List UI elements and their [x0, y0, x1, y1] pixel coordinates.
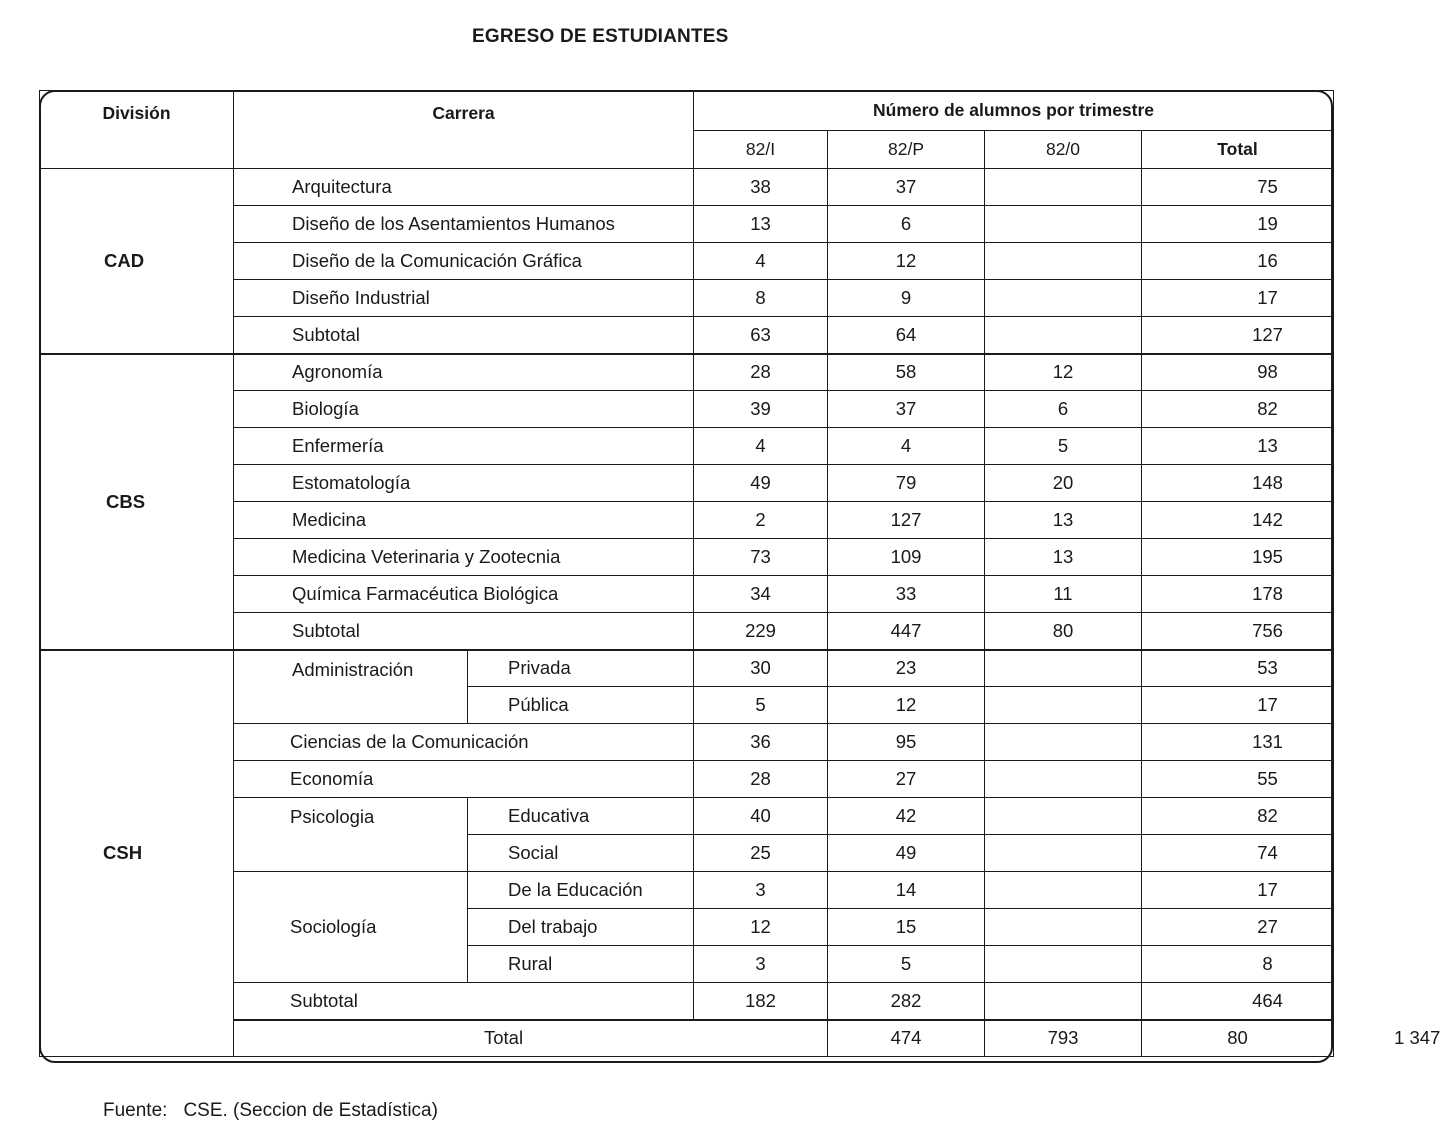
value-cell — [985, 317, 1142, 354]
value-cell: 25 — [694, 835, 828, 872]
carrera-cell: Diseño de la Comunicación Gráfica — [234, 243, 694, 280]
value-cell: 36 — [694, 724, 828, 761]
data-table-frame — [39, 90, 1440, 1063]
subcarrera-cell: Pública — [468, 687, 694, 724]
value-cell: 2 — [694, 502, 828, 539]
source-text: CSE. (Seccion de Estadística) — [183, 1100, 438, 1121]
carrera-cell: Estomatología — [234, 465, 694, 502]
value-cell: 64 — [828, 317, 985, 354]
value-cell — [985, 687, 1142, 724]
subcarrera-cell: Privada — [468, 650, 694, 687]
subcarrera-cell: Educativa — [468, 798, 694, 835]
value-cell — [985, 280, 1142, 317]
value-cell: 5 — [828, 946, 985, 983]
total-cell: 55 — [1142, 761, 1334, 798]
subcarrera-cell: Del trabajo — [468, 909, 694, 946]
total-cell: 27 — [1142, 909, 1334, 946]
value-cell — [985, 650, 1142, 687]
value-cell: 27 — [828, 761, 985, 798]
grand-total-label: Total — [234, 1020, 828, 1057]
value-cell: 20 — [985, 465, 1142, 502]
value-cell: 11 — [985, 576, 1142, 613]
carrera-cell: Biología — [234, 391, 694, 428]
value-cell: 80 — [1142, 1020, 1334, 1057]
total-cell: 53 — [1142, 650, 1334, 687]
table-row — [40, 576, 1334, 613]
table-row — [40, 761, 1334, 798]
source-label: Fuente: — [103, 1100, 168, 1121]
total-cell: 195 — [1142, 539, 1334, 576]
table-row — [40, 724, 1334, 761]
table-row — [40, 650, 1334, 687]
value-cell — [985, 909, 1142, 946]
subtotal-label: Subtotal — [234, 613, 694, 650]
carrera-cell: Administración — [234, 650, 468, 724]
table-row — [40, 391, 1334, 428]
value-cell: 34 — [694, 576, 828, 613]
value-cell: 33 — [828, 576, 985, 613]
value-cell: 49 — [694, 465, 828, 502]
value-cell: 28 — [694, 354, 828, 391]
value-cell: 28 — [694, 761, 828, 798]
value-cell: 12 — [828, 687, 985, 724]
value-cell: 4 — [694, 243, 828, 280]
division-cad: CAD — [40, 169, 234, 354]
subtotal-label: Subtotal — [234, 983, 694, 1020]
value-cell — [985, 724, 1142, 761]
value-cell: 14 — [828, 872, 985, 909]
value-cell — [985, 835, 1142, 872]
value-cell: 23 — [828, 650, 985, 687]
carrera-cell: Enfermería — [234, 428, 694, 465]
value-cell: 12 — [828, 243, 985, 280]
value-cell — [985, 243, 1142, 280]
subcarrera-cell: De la Educación — [468, 872, 694, 909]
total-cell: 756 — [1142, 613, 1334, 650]
division-csh: CSH — [40, 650, 234, 1057]
total-cell: 82 — [1142, 391, 1334, 428]
carrera-cell: Química Farmacéutica Biológica — [234, 576, 694, 613]
value-cell: 6 — [985, 391, 1142, 428]
value-cell: 447 — [828, 613, 985, 650]
value-cell: 3 — [694, 872, 828, 909]
carrera-cell: Arquitectura — [234, 169, 694, 206]
total-cell: 17 — [1142, 872, 1334, 909]
value-cell: 49 — [828, 835, 985, 872]
table-row — [40, 280, 1334, 317]
value-cell: 9 — [828, 280, 985, 317]
carrera-cell: Psicologia — [234, 798, 468, 872]
table-row — [40, 539, 1334, 576]
header-82-0: 82/0 — [985, 131, 1142, 169]
value-cell: 109 — [828, 539, 985, 576]
carrera-cell: Agronomía — [234, 354, 694, 391]
enrollment-table — [39, 90, 1440, 1057]
value-cell: 13 — [985, 539, 1142, 576]
value-cell: 79 — [828, 465, 985, 502]
header-carrera: Carrera — [234, 91, 694, 169]
carrera-cell: Medicina — [234, 502, 694, 539]
total-cell: 17 — [1142, 280, 1334, 317]
header-trimester-group: Número de alumnos por trimestre — [694, 91, 1334, 131]
table-row — [40, 206, 1334, 243]
value-cell: 4 — [828, 428, 985, 465]
value-cell: 37 — [828, 391, 985, 428]
total-cell: 74 — [1142, 835, 1334, 872]
value-cell: 5 — [985, 428, 1142, 465]
carrera-cell: Ciencias de la Comunicación — [234, 724, 694, 761]
value-cell — [985, 761, 1142, 798]
total-cell: 16 — [1142, 243, 1334, 280]
subtotal-row — [40, 613, 1334, 650]
value-cell: 182 — [694, 983, 828, 1020]
value-cell: 282 — [828, 983, 985, 1020]
value-cell: 12 — [694, 909, 828, 946]
total-cell: 464 — [1142, 983, 1334, 1020]
table-row — [40, 465, 1334, 502]
table-row — [40, 354, 1334, 391]
total-cell: 19 — [1142, 206, 1334, 243]
value-cell: 37 — [828, 169, 985, 206]
value-cell — [985, 872, 1142, 909]
value-cell: 13 — [694, 206, 828, 243]
value-cell: 73 — [694, 539, 828, 576]
total-cell: 13 — [1142, 428, 1334, 465]
carrera-cell: Economía — [234, 761, 694, 798]
value-cell: 8 — [694, 280, 828, 317]
total-cell: 178 — [1142, 576, 1334, 613]
subcarrera-cell: Social — [468, 835, 694, 872]
total-cell: 148 — [1142, 465, 1334, 502]
subcarrera-cell: Rural — [468, 946, 694, 983]
total-cell: 127 — [1142, 317, 1334, 354]
total-cell: 8 — [1142, 946, 1334, 983]
table-row — [40, 502, 1334, 539]
header-total: Total — [1142, 131, 1334, 169]
value-cell — [985, 798, 1142, 835]
value-cell: 95 — [828, 724, 985, 761]
value-cell: 229 — [694, 613, 828, 650]
carrera-cell: Sociología — [234, 872, 468, 983]
division-cbs: CBS — [40, 354, 234, 650]
total-cell: 17 — [1142, 687, 1334, 724]
header-division: División — [40, 91, 234, 169]
total-cell: 98 — [1142, 354, 1334, 391]
subtotal-row — [40, 317, 1334, 354]
header-82-p: 82/P — [828, 131, 985, 169]
value-cell — [985, 983, 1142, 1020]
carrera-cell: Diseño Industrial — [234, 280, 694, 317]
table-row — [40, 872, 1334, 909]
value-cell — [985, 206, 1142, 243]
total-cell: 75 — [1142, 169, 1334, 206]
table-row — [40, 428, 1334, 465]
value-cell: 127 — [828, 502, 985, 539]
value-cell: 13 — [985, 502, 1142, 539]
total-cell: 82 — [1142, 798, 1334, 835]
value-cell: 42 — [828, 798, 985, 835]
value-cell: 793 — [985, 1020, 1142, 1057]
value-cell: 38 — [694, 169, 828, 206]
value-cell: 30 — [694, 650, 828, 687]
carrera-cell: Diseño de los Asentamientos Humanos — [234, 206, 694, 243]
value-cell: 12 — [985, 354, 1142, 391]
value-cell: 3 — [694, 946, 828, 983]
value-cell — [985, 169, 1142, 206]
total-cell: 142 — [1142, 502, 1334, 539]
table-row — [40, 169, 1334, 206]
document-title: EGRESO DE ESTUDIANTES — [472, 26, 729, 47]
value-cell: 63 — [694, 317, 828, 354]
table-row — [40, 243, 1334, 280]
value-cell: 39 — [694, 391, 828, 428]
value-cell: 58 — [828, 354, 985, 391]
subtotal-label: Subtotal — [234, 317, 694, 354]
value-cell: 6 — [828, 206, 985, 243]
value-cell: 4 — [694, 428, 828, 465]
header-82-i: 82/I — [694, 131, 828, 169]
value-cell: 474 — [828, 1020, 985, 1057]
value-cell: 40 — [694, 798, 828, 835]
value-cell — [985, 946, 1142, 983]
carrera-cell: Medicina Veterinaria y Zootecnia — [234, 539, 694, 576]
value-cell: 5 — [694, 687, 828, 724]
subtotal-row — [40, 983, 1334, 1020]
value-cell: 15 — [828, 909, 985, 946]
grand-total-row: Total 474 793 80 1 347 — [40, 1020, 1334, 1057]
value-cell: 80 — [985, 613, 1142, 650]
source-note — [103, 1100, 438, 1122]
table-row — [40, 798, 1334, 835]
total-cell: 131 — [1142, 724, 1334, 761]
